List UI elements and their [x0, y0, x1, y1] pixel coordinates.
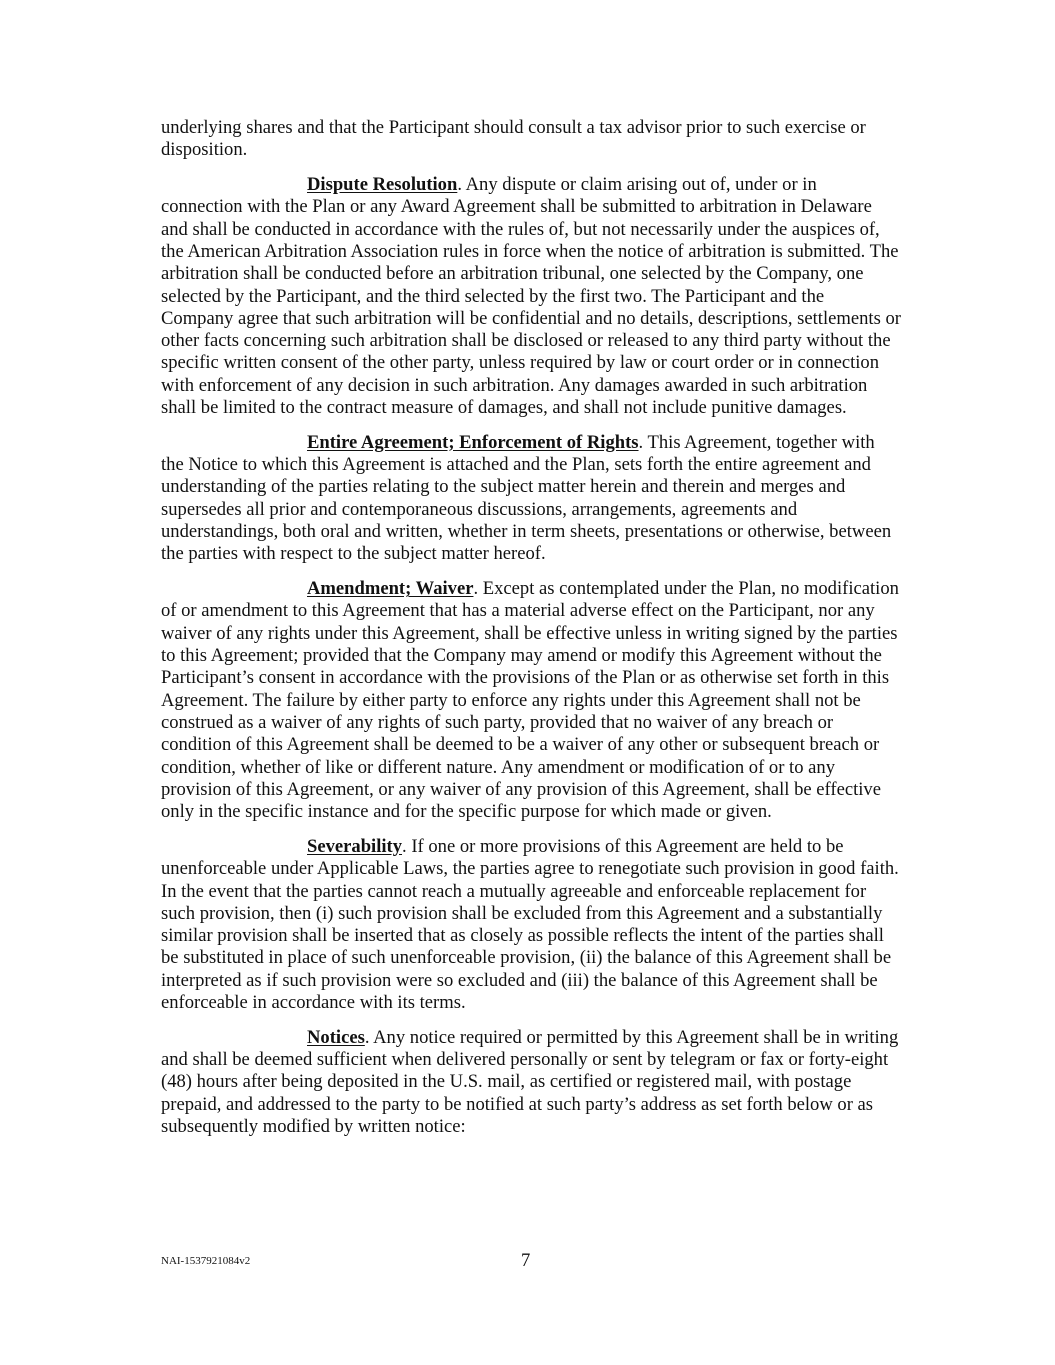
paragraph-text: underlying shares and that the Participant should consult a tax advisor prior to such exercise or disposition.	[161, 117, 866, 161]
section-heading: Notices	[307, 1026, 365, 1048]
footer-document-id: NAI-1537921084v2	[161, 1255, 251, 1267]
paragraph-amendment-waiver	[161, 578, 901, 823]
section-heading: Severability	[307, 835, 403, 857]
paragraph-text: . Except as contemplated under the Plan, no modification of or amendment to this Agreement that has a material adverse effect on the Participant, nor any waiver of any rights under this Agreement, shall be effective unless in writing signed by the parties to this Agreement; provided that the Company may amend or modify this Agreement without the Participant’s consent in accordance with the provisions of the Plan or as otherwise set forth in this Agreement. The failure by either party to enforce any rights under this Agreement shall not be construed as a waiver of any rights of such party, provided that no waiver of any breach or condition of this Agreement shall be deemed to be a waiver of any other or subsequent breach or condition, whether of like or different nature. Any amendment or modification of or to any provision of this Agreement, or any waiver of any provision of this Agreement, shall be effective only in the specific instance and for the specific purpose for which made or given.	[161, 578, 899, 823]
page-number: 7	[521, 1250, 531, 1271]
paragraph-entire-agreement	[161, 432, 901, 566]
section-heading: Amendment; Waiver	[307, 578, 474, 600]
paragraph-continuation	[161, 117, 901, 162]
paragraph-text: . This Agreement, together with the Notice to which this Agreement is attached and the Plan, sets forth the entire agreement and understanding of the parties relating to the subject matter herein and therein and merges and supersedes all prior and contemporaneous discussions, arrangements, agreements and understandings, both oral and written, whether in term sheets, presentations or otherwise, between the parties with respect to the subject matter hereof.	[161, 431, 892, 565]
paragraph-text: . Any notice required or permitted by this Agreement shall be in writing and shall be deemed sufficient when delivered personally or sent by telegram or fax or forty-eight (48) hours after being deposited in the U.S. mail, as certified or registered mail, with postage prepaid, and addressed to the party to be notified at such party’s address as set forth below or as subsequently modified by written notice:	[161, 1026, 899, 1137]
document-body	[161, 117, 901, 1151]
section-heading: Entire Agreement; Enforcement of Rights	[307, 431, 639, 453]
section-heading: Dispute Resolution	[307, 174, 458, 196]
paragraph-notices	[161, 1027, 901, 1138]
paragraph-text: . Any dispute or claim arising out of, under or in connection with the Plan or any Award Agreement shall be submitted to arbitration in Delaware and shall be conducted in accordance with the rules of, but not necessarily under the auspices of, the American Arbitration Association rules in force when the notice of arbitration is submitted. The arbitration shall be conducted before an arbitration tribunal, one selected by the Company, one selected by the Participant, and the third selected by the first two. The Participant and the Company agree that such arbitration will be confidential and no details, descriptions, settlements or other facts concerning such arbitration shall be disclosed or released to any third party without the specific written consent of the other party, unless required by law or court order or in connection with enforcement of any decision in such arbitration. Any damages awarded in such arbitration shall be limited to the contract measure of damages, and shall not include punitive damages.	[161, 174, 901, 419]
paragraph-dispute-resolution	[161, 174, 901, 419]
paragraph-severability	[161, 836, 901, 1014]
paragraph-text: . If one or more provisions of this Agreement are held to be unenforceable under Applicable Laws, the parties agree to renegotiate such provision in good faith. In the event that the parties cannot reach a mutually agreeable and enforceable replacement for such provision, then (i) such provision shall be excluded from this Agreement and a substantially similar provision shall be inserted that as closely as possible reflects the intent of the parties shall be substituted in place of such unenforceable provision, (ii) the balance of this Agreement shall be interpreted as if such provision were so excluded and (iii) the balance of this Agreement shall be enforceable in accordance with its terms.	[161, 835, 899, 1013]
